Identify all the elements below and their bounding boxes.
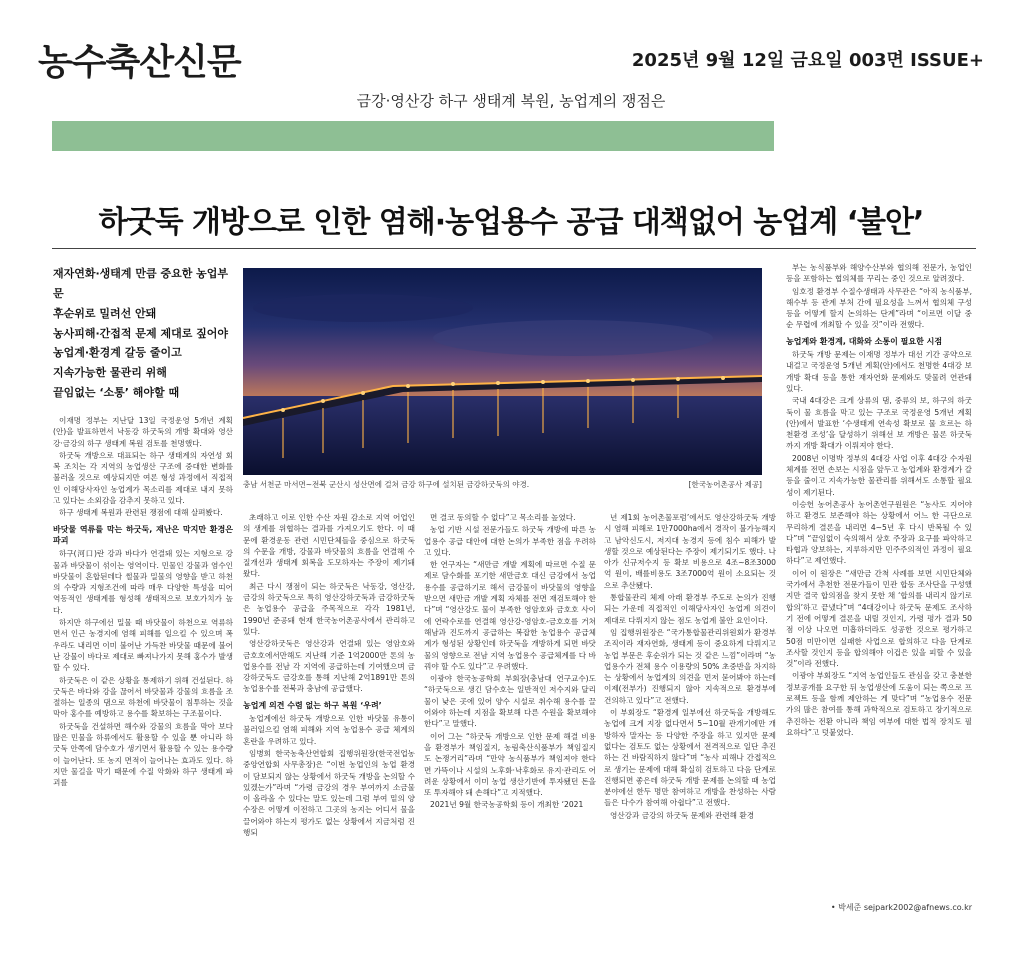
body-paragraph: 2008년 이명박 정부의 4대강 사업 이후 4대강 수자원 체계를 전면 손보는 시점을 앞두고 농업계와 환경계가 갈등을 줄이고 지속가능한 물관리를 위해서도 소통할 필요성이 제기된다. [786, 453, 972, 497]
section-subheading: 바닷물 역류를 막는 하굿둑, 재난은 막지만 환경은 파괴 [53, 524, 233, 545]
body-paragraph: 하굿둑 개방으로 대표되는 하구 생태계의 자연성 회복 조치는 각 지역의 농업생산 구조에 중대한 변화를 불러올 것으로 예상되지만 여론 형성 과정에서 직접적인 이해당사자인 농업계가 목소리를 제대로 내지 못하고 있다는 소외감을 감추지 못하고 있다. [53, 450, 233, 506]
dateline: 2025년 9월 12일 금요일 003면 ISSUE+ [631, 50, 984, 71]
photo-caption: 충남 서천군 마서면~전북 군산시 성산면에 걸쳐 금강 하구에 설치된 금강하굿둑의 야경. [243, 480, 530, 489]
headline-divider [52, 248, 976, 249]
subhead-group-2 [53, 343, 233, 403]
body-paragraph: 농업계에선 하굿둑 개방으로 인한 바닷물 유통이 불러일으킬 염해 피해와 지역 농업용수 공급 체계의 혼란을 우려하고 있다. [243, 714, 415, 746]
body-paragraph: 이광야 부회장도 “지역 농업인들도 관심을 갖고 충분한 정보공개를 요구한 뒤 농업생산에 도움이 되는 쪽으로 프로젝트 등을 함께 제안하는 게 맞다”며 “농업용수 전문가의 많은 참여를 통해 과학적으로 검토하고 장기적으로 추진하는 전환 아니라 책임 여부에 대한 법적 장치도 필요하다”고 덧붙였다. [786, 671, 972, 737]
body-paragraph: 농업 기반 시설 전문가들도 하굿둑 개방에 따른 농업용수 공급 대안에 대한 논의가 부족한 점을 우려하고 있다. [424, 525, 596, 557]
body-paragraph: 이 부회장도 “환경계 일부에선 하굿둑을 개방해도 농업에 크게 지장 없다면서 5~10월 관개기에만 개방하자 말자는 등 다양한 주장을 하고 있지만 문제 없다는 검토도 없는 상황에서 전격적으로 일단 추진하는 건 바람직하지 않다”며 “농사 피해나 간접적으로 생기는 문제에 대해 확실히 검토하고 다음 단계로 진행되면 좋은데 하굿둑 개방 문제를 논의할 때 농업분야에선 한두 명만 참여하고 개방을 찬성하는 사람들은 다수가 참여해 아쉽다”고 전했다. [604, 708, 776, 808]
body-paragraph: 하굿둑을 건설하면 해수와 강물의 흐름을 막아 보다 많은 민물을 하류에서도 활용할 수 있을 뿐 아니라 하굿둑 안쪽에 담수호가 생기면서 활용할 수 있는 용수량이 늘어난다. 또 농지 면적이 늘어나는 효과도 있다. 하지만 물길을 막기 때문에 수질 악화와 하구 생태계 파괴를 [53, 721, 233, 788]
subhead-line: 끝임없는 ‘소통’ 해야할 때 [53, 386, 180, 399]
body-paragraph: 국내 4대강은 크게 상류의 댐, 중류의 보, 하구의 하굿둑이 물 흐름을 막고 있는 구조로 국정운영 5개년 계획(안)에서 발표한 ‘수생태계 연속성 확보로 물 흐르는 하천환경 조성’을 달성하기 위해선 보 개방은 물론 하굿둑까지 개방 확대가 이뤄져야 한다. [786, 396, 972, 451]
body-paragraph: 한 연구자는 “새만금 개발 계획에 따르면 수질 문제로 담수화를 포기한 새만금호 대신 금강에서 농업용수를 공급하기로 해서 금강물이 바닷물의 영향을 받으면 새만금 개발 계획 자체를 전면 재검토해야 한다”며 “영산강도 물이 부족한 영암호와 금호호 사이에 연락수로를 연결해 영산강-영암호-금호호를 거쳐 해남과 진도까지 공급하는 복잡한 농업용수 공급체계가 형성된 상황인데 하굿둑을 개방하게 되면 바닷물의 영향으로 전남 지역 농업용수 공급체계를 다 바꿔야 할 수도 있다”고 우려했다. [424, 560, 596, 671]
body-paragraph: 이재명 정부는 지난달 13일 국정운영 5개년 계획(안)을 발표하면서 낙동강 하굿둑의 개방 확대와 영산강·금강의 하구 생태계 복원 검토를 천명했다. [53, 416, 233, 448]
article-column-4 [604, 512, 776, 917]
body-paragraph: 하굿둑은 이 같은 상황을 통제하기 위해 건설된다. 하굿둑은 바다와 강을 끊어서 바닷물과 강물의 흐름을 조절하는 일종의 댐으로 하천에 바닷물이 침투하는 것을 막아 홍수를 예방하고 용수를 확보하는 구조물이다. [53, 675, 233, 719]
subhead-line: 농사피해·간접적 문제 제대로 짚어야 [53, 327, 229, 340]
photo-credit: [한국농어촌공사 제공] [688, 480, 762, 489]
masthead-logo: 농수축산신문 [38, 42, 241, 83]
article-headline: 하굿둑 개방으로 인한 염해·농업용수 공급 대책없어 농업계 ‘불안’ [98, 205, 924, 240]
body-paragraph: 하지만 하구에선 밀물 때 바닷물이 하천으로 역류하면서 인근 농경지에 염해 피해를 일으킬 수 있으며 폭우라도 내리면 이미 불어난 가득찬 바닷물 때문에 불어난 강물이 바다로 제대로 빠져나가지 못해 홍수가 발생할 수 있다. [53, 618, 233, 673]
subhead-line: 농업계·환경계 갈등 줄이고 [53, 346, 182, 359]
subhead-line: 재자연화·생태계 만큼 중요한 농업부문 [53, 267, 229, 300]
section-title: 금강·영산강 하구 생태계 복원, 농업계의 쟁점은 [356, 92, 666, 110]
section-subheading: 농업계 의견 수렴 없는 하구 복원 ‘우려’ [243, 700, 382, 710]
body-paragraph: 이어 이 원장은 “새만금 간척 사례를 보면 시민단체와 국가에서 추천한 전문가들이 민관 합동 조사단을 구성했지만 결국 합의점을 찾지 못한 채 ‘합의를 내리지 않기로 합의’하고 끝냈다”며 “4대강이나 하굿둑 문제도 조사하기 전에 어떻게 결론을 내릴 것인지, 가령 평가 결과 50점 이상 나오면 미흡하더라도 성공한 것으로 평가하고 50점 미만이면 실패한 사업으로 합의하고 다음 단계로 조사할 것인지 등을 합의해야 이겁은 있을 피할 수 있을 것”이라 전했다. [786, 568, 972, 669]
body-paragraph: 이승헌 농어촌공사 농어촌연구원원은 “농사도 지어야 하고 환경도 보존해야 하는 상황에서 어느 한 극단으로 무리하게 결론을 내리면 4~5년 후 다시 반복될 수 있다”며 “끝임없이 숙의해서 상호 주장과 요구를 파악하고 타협과 양보하는, 지루하지만 민주주의적인 과정이 필요하다”고 제언했다. [786, 499, 972, 566]
article-column-5 [786, 262, 972, 902]
body-paragraph: 년 제1회 농어촌물포럼’에서도 영산강하굿둑 개방 시 염해 피해로 1만7000ha에서 경작이 불가능해지고 남악신도시, 저지대 농경지 등에 침수 피해가 발생할 것으로 예상된다는 주장이 제기되기도 했다. 나아가 신규저수지 등 확보 비용으로 4조~8조3000억 원이, 배를비용도 3조7000억 원이 소요되는 것으로 추산됐다. [604, 513, 776, 590]
photo-caption-row [243, 479, 762, 490]
body-paragraph: 하구(河口)란 강과 바다가 연결돼 있는 지형으로 강물과 바닷물이 섞이는 영역이다. 민물인 강물과 염수인 바닷물이 혼합된데다 썰물과 밀물의 영향을 받고 하천의 수량과 지형조건에 따라 매우 다양한 특성을 띠어 역동적인 생태계를 형성해 생태적으로 보호가치가 높다. [53, 549, 233, 615]
article-column-2 [243, 512, 415, 917]
body-paragraph: 통합물관리 체제 아래 환경부 주도로 논의가 진행되는 가운데 직접적인 이해당사자인 농업계 의견이 제대로 다뤄지지 않는 점도 농업계 불안 요인이다. [604, 593, 776, 625]
body-paragraph: 최근 다시 쟁점이 되는 하굿둑은 낙동강, 영산강, 금강의 하굿둑으로 특히 영산강하굿둑과 금강하굿둑은 농업용수 공급을 주목적으로 각각 1981년, 1990년 준공돼 현재 한국농어촌공사에서 관리하고 있다. [243, 581, 415, 636]
body-paragraph: 영산강하굿둑은 영산강과 연결돼 있는 영암호와 금호호에서만해도 지난해 기준 1억2000만 톤의 농업용수를 전남 각 지역에 공급하는데 기여했으며 금강하굿둑도 금강호를 통해 지난해 2억1891만 톤의 농업용수를 전북과 충남에 공급했다. [243, 639, 415, 694]
estuary-barrage-night-photo [243, 268, 762, 475]
body-paragraph: 이광야 한국농공학회 부회장(충남대 연구교수)도 “하굿둑으로 생긴 담수호는 일반적인 저수지와 달리 물이 낮은 곳에 있어 양수 시설로 취수해 용수를 끌어와야 하는데 지점을 확보해 다른 수원을 확보해야 한다”고 말했다. [424, 674, 596, 729]
body-paragraph: 부는 농식품부와 해양수산부와 협의해 전문가, 농업인 등을 포함하는 협의체를 꾸리는 중인 것으로 알려졌다. [786, 263, 972, 284]
byline: • 박세준 sejpark2002@afnews.co.kr [830, 903, 972, 912]
subhead-group-1 [53, 264, 233, 344]
body-paragraph: 임병희 한국농축산연합회 집행위원장(한국전업농중앙연합회 사무총장)은 “이번 농업인의 농업 환경이 담보되지 않는 상황에서 하굿둑 개방을 논의할 수 있겠는가”라며 “가령 금강의 경우 부여까지 소금물이 올라올 수 있다는 말도 있는데 그럼 부여 밑의 양수장은 어떻게 이전하고 그곳의 농지는 어디서 물을 끌어와야 하는지 평가도 없는 상황에서 지금처럼 진행되 [243, 748, 415, 838]
body-paragraph: 하굿둑 개방 문제는 이재명 정부가 대선 기간 공약으로 내걸고 국정운영 5개년 계획(안)에서도 천명한 4대강 보 개방 확대 등을 통한 재자연화 문제와도 맞물려 연관돼 있다. [786, 350, 972, 393]
body-paragraph: 2021년 9월 한국농공학회 등이 개최한 ‘2021 [430, 800, 584, 810]
body-paragraph: 이어 그는 “하굿둑 개방으로 인한 문제 해결 비용을 환경부가 책임질지, 농림축산식품부가 책임질지도 논쟁거리”라며 “만약 농식품부가 책임져야 한다면 가뜩이나 시설의 노후화·낙후화로 유지·관리도 어려운 상황에서 이미 농업 생산기반에 투자됐던 돈을 또 투자해야 돼 손해다”고 지적했다. [424, 731, 596, 798]
section-subheading: 농업계와 환경계, 대화와 소통이 필요한 시점 [786, 336, 943, 346]
section-accent-bar [52, 121, 774, 151]
body-paragraph: 하구 생태계 복원과 관련된 쟁점에 대해 살펴봤다. [59, 508, 223, 518]
body-paragraph: 초래하고 이로 인한 수산 자원 감소로 지역 어업인의 생계를 위협하는 결과를 가져오기도 한다. 이 때문에 환경운동 관련 시민단체들을 중심으로 하굿둑의 수문을 개방, 강물과 바닷물의 흐름을 연결해 수질개선과 생태계 회복을 도모하자는 주장이 제기돼왔다. [243, 513, 415, 579]
body-paragraph: 영산강과 금강의 하굿둑 문제와 관련해 환경 [610, 810, 755, 820]
body-paragraph: 면 결코 동의할 수 없다”고 목소리를 높였다. [430, 513, 576, 522]
article-column-1 [53, 415, 233, 917]
subhead-line: 후순위로 밀려선 안돼 [53, 307, 157, 320]
article-column-3 [424, 512, 596, 917]
body-paragraph: 임 집행위원장은 “국가통합물관리위원회가 환경부 조직이라 재자연화, 생태계 등이 중요하게 다뤄지고 농업 부문은 후순위가 되는 것 같은 느낌”이라며 “농업용수가 전체 용수 이용량의 50% 초중반을 차지하는 상황에서 농업계의 의견을 먼저 묻어봐야 하는데 이제(전부가) 진행되지 않아 지속적으로 환경부에 건의하고 있다”고 전했다. [604, 627, 776, 705]
subhead-line: 지속가능한 물관리 위해 [53, 366, 167, 379]
body-paragraph: 임호정 환경부 수질수생태과 사무관은 “아직 농식품부, 해수부 등 관계 부처 간에 필요성을 느껴서 협의체 구성 등을 어떻게 할지 논의하는 단계”라며 “이르면 이달 중순 무렵에 개최할 수 있을 것”이라 전했다. [786, 286, 972, 330]
